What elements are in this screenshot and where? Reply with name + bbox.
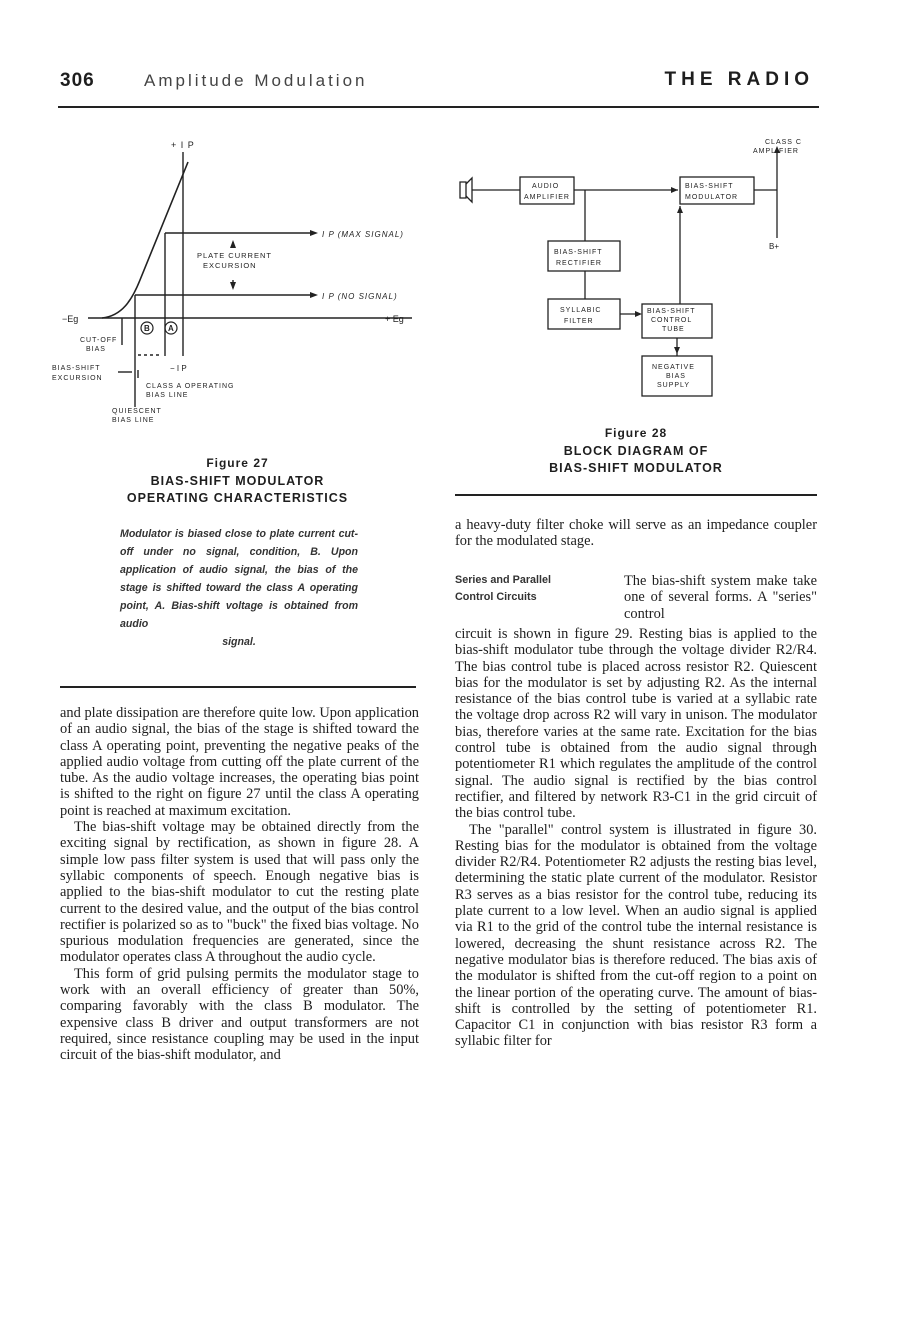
figure-28-title-2: BIAS-SHIFT MODULATOR [549, 461, 723, 475]
figure-28-block-diagram [450, 128, 820, 418]
figure-28-rule [455, 494, 817, 496]
book-title: THE RADIO [664, 69, 814, 90]
chapter-title: Amplitude Modulation [144, 71, 368, 90]
figure-27-desc-last: signal. [222, 636, 256, 648]
label-cutoff: CUT-OFF [80, 337, 118, 344]
control-tube-label-2: CONTROL [651, 317, 693, 324]
audio-amp-label-1: AUDIO [532, 183, 560, 190]
label-bias: BIAS [86, 346, 106, 353]
label-excursion-2: EXCURSION [52, 375, 103, 382]
label-class-a-1: CLASS A OPERATING [146, 383, 235, 390]
class-c-label-2: AMPLIFIER [753, 148, 799, 155]
control-tube-label-3: TUBE [662, 326, 685, 333]
bias-supply-label-1: NEGATIVE [652, 364, 695, 371]
right-paragraph-2b: circuit is shown in figure 29. Resting bias is applied to the bias-shift modulator tube through the voltage divider R2/R4. The bias control tube is placed across resistor R2. Quiescent bias for the modulator is set by adjusting R2. As the internal resistance of the bias control tube is varied at a syllabic rate the voltage drop across R2 will vary in unison. The modulator bias, therefore varies at the same rate. Excitation for the bias control tube is obtained from the audio signal through potentiometer R1 which regulates the amplitude of the control signal. The audio signal is rectified by the bias control rectifier, and filtered by network R3-C1 in the grid circuit of the bias control tube. [455, 626, 817, 822]
label-plus-eg: + Eg [385, 314, 404, 324]
left-paragraph-3: This form of grid pulsing permits the modulator stage to work with an overall efficiency of greater than 50%, comparing favorably with the class B modulator. The expensive class B driver and output transformers are not required, since resistance coupling may be used in the input circuit of the bias-shift modulator, and [60, 965, 419, 1064]
audio-amp-label-2: AMPLIFIER [524, 194, 570, 201]
label-minus-ip: − I P [170, 364, 187, 373]
header-rule [58, 106, 819, 108]
label-ip-max: I P (MAX SIGNAL) [322, 230, 404, 239]
right-paragraph-1: a heavy-duty filter choke will serve as an impedance coupler for the modulated stage. [455, 517, 817, 550]
bias-supply-label-3: SUPPLY [657, 382, 691, 389]
figure-27-title-1: BIAS-SHIFT MODULATOR [150, 474, 325, 488]
label-quiescent-2: BIAS LINE [112, 417, 155, 424]
bias-supply-label-2: BIAS [666, 373, 686, 380]
left-paragraph-1: and plate dissipation are therefore quite low. Upon application of an audio signal, the bias of the stage is shifted toward the class A operating point, preventing the negative peaks of the applied audio voltage from cutting off the plate current of the tube. As the audio voltage increases, the operating bias point is shifted to the right on figure 27 until the class A operating point is reached at maximum excitation. [60, 705, 419, 819]
left-paragraph-2: The bias-shift voltage may be obtained directly from the exciting signal by rectification, as shown in figure 28. A simple low pass filter system is used that will pass only the syllabic components of speech. Enough negative bias is applied to the bias-shift modulator to cut the resting plate current to the desired value, and the output of the bias control rectifier is polarized so as to "buck" the fixed bias voltage. No spurious modulation frequencies are generated, since the modulator operates class A throughout the audio cycle. [60, 819, 419, 966]
figure-27-title-2: OPERATING CHARACTERISTICS [126, 491, 349, 505]
filter-label-1: SYLLABIC [560, 307, 602, 314]
rectifier-label-2: RECTIFIER [556, 260, 602, 267]
filter-label-2: FILTER [564, 318, 594, 325]
figure-27-graph [40, 130, 440, 435]
left-column [60, 705, 419, 1064]
bplus-label: B+ [769, 242, 780, 251]
right-paragraph-2a: The bias-shift system make take one of several forms. A "series" control [624, 573, 817, 622]
label-plus-ip: + I P [171, 140, 195, 150]
label-ip-no-signal: I P (NO SIGNAL) [322, 292, 398, 301]
label-class-a-2: BIAS LINE [146, 392, 189, 399]
figure-28-caption [455, 426, 817, 477]
figure-27-desc-text: Modulator is biased close to plate current cut-off under no signal, condition, B. Upon application of audio signal, the bias of the stage is shifted toward the class A operating point, A. Bias-shift voltage is obtained from audio [120, 528, 358, 630]
label-plate-current: PLATE CURRENT [197, 251, 272, 260]
side-head-line-1: Series and Parallel [455, 574, 552, 586]
right-column-indented [624, 573, 817, 622]
class-c-label-1: CLASS C [765, 139, 802, 146]
right-column-top [455, 517, 817, 550]
figure-27-number: Figure 27 [206, 456, 269, 470]
figure-28-title-1: BLOCK DIAGRAM OF [563, 444, 709, 458]
right-paragraph-3: The "parallel" control system is illustrated in figure 30. Resting bias for the modulator is obtained from the voltage divider R2/R4. Potentiometer R2 adjusts the resting bias level, determining the static plate current of the modulator. Resistor R3 serves as a bias resistor for the control tube, reducing its plate current to a low level. When an audio signal is applied via R1 to the grid of the control tube the internal resistance is lowered, decreasing the shunt resistance across R2. The negative modulator bias is therefore reduced. The bias axis of the modulator is shifted from the cut-off region to a point on the linear portion of the operating curve. The amount of bias-shift is controlled by the setting of potentiometer R1. Capacitor C1 in conjunction with bias resistor R3 form a syllabic filter for [455, 821, 817, 1050]
modulator-label-2: MODULATOR [685, 194, 739, 201]
label-point-b: B [144, 324, 150, 333]
right-column-main [455, 626, 817, 1050]
side-head-line-2: Control Circuits [455, 591, 537, 603]
label-point-a: A [168, 324, 174, 333]
figure-28-number: Figure 28 [604, 426, 668, 440]
figure-27-caption [60, 456, 415, 507]
figure-27-rule [60, 686, 416, 688]
label-minus-eg: −Eg [62, 314, 79, 324]
label-quiescent-1: QUIESCENT [112, 408, 162, 415]
modulator-label-1: BIAS-SHIFT [685, 183, 734, 190]
page-number: 306 [60, 70, 95, 91]
label-excursion: EXCURSION [203, 261, 257, 270]
control-tube-label-1: BIAS-SHIFT [647, 308, 696, 315]
figure-27-description [120, 525, 358, 651]
label-bias-shift: BIAS-SHIFT [52, 365, 101, 372]
rectifier-label-1: BIAS-SHIFT [554, 249, 603, 256]
page-header [58, 66, 818, 100]
section-side-head [455, 572, 551, 606]
